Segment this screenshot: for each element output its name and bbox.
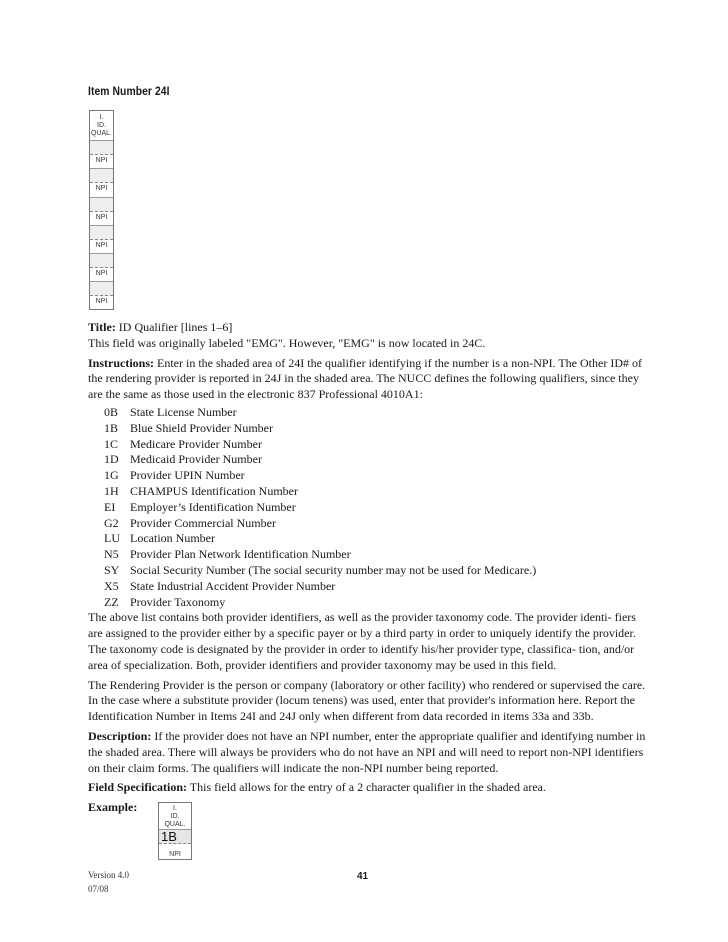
qualifier-item: [88, 500, 648, 516]
qualifier-item: [88, 405, 648, 421]
header-line: QUAL.: [90, 130, 112, 137]
qualifier-code: G2: [104, 515, 119, 530]
npi-label: NPI: [95, 241, 108, 249]
field-24i-diagram: [89, 110, 114, 310]
field-row: [90, 282, 113, 310]
qualifier-desc: Provider UPIN Number: [130, 468, 245, 483]
version-text: Version 4.0: [88, 870, 129, 880]
qualifier-desc: Location Number: [130, 531, 215, 546]
example-row: [88, 800, 648, 859]
rendering-provider-para: The Rendering Provider is the person or company (laboratory or other facility) who rendered or supervised the care. In the case where a substitute provider (locum tenens) was used, enter that provider's information here. Report the Identification Number in Items 24I and 24J only when different from data recorded in items 33a and 33b.: [88, 677, 646, 724]
qualifier-code: 1B: [104, 420, 119, 435]
header-line: I.: [173, 805, 177, 813]
field-spec-text: This field allows for the entry of a 2 character qualifier in the shaded area.: [189, 780, 546, 795]
description-para: [88, 729, 648, 776]
qualifier-list: [88, 405, 648, 610]
field-row: [90, 169, 113, 197]
qualifier-desc: Blue Shield Provider Number: [130, 420, 273, 435]
qualifier-code: 1H: [104, 483, 119, 498]
qualifier-item: [88, 563, 648, 579]
qualifier-code: N5: [104, 547, 119, 562]
header-line: ID.: [170, 813, 180, 821]
qualifier-code: LU: [104, 531, 120, 546]
title-label: Title:: [88, 320, 116, 334]
field-spec-para: [88, 780, 648, 796]
example-header: [159, 803, 191, 829]
qualifier-desc: State Industrial Accident Provider Number: [130, 578, 336, 593]
body-text: [88, 320, 648, 859]
qualifier-desc: Medicaid Provider Number: [130, 452, 262, 467]
title-para: [88, 320, 648, 336]
example-npi-label: NPI: [169, 851, 181, 859]
page-number: 41: [357, 871, 369, 882]
field-row: [90, 226, 113, 254]
qualifier-desc: Social Security Number (The social security number may not be used for Medicare.): [130, 562, 537, 577]
qualifier-code: 0B: [104, 404, 119, 419]
item-heading: Item Number 24I: [88, 84, 170, 98]
qualifier-desc: Provider Plan Network Identification Number: [130, 547, 351, 562]
instructions-label: Instructions:: [88, 355, 155, 370]
qualifier-code: 1G: [104, 468, 119, 483]
header-line: I.: [99, 114, 104, 121]
date-text: 07/08: [88, 884, 109, 894]
qualifier-item: [88, 484, 648, 500]
qualifier-code: 1D: [104, 452, 119, 467]
footer-version: [88, 868, 129, 896]
qualifier-desc: Provider Taxonomy: [130, 594, 226, 609]
description-label: Description:: [88, 728, 152, 743]
qualifier-code: SY: [104, 562, 120, 577]
npi-label: NPI: [95, 157, 108, 164]
qualifier-code: X5: [104, 578, 119, 593]
field-row: [90, 198, 113, 226]
description-text: If the provider does not have an NPI number, enter the appropriate qualifier and identifying number in the shaded area. There will always be providers who do not have an NPI and will need to report non-NPI identifiers on their claim forms. The qualifiers will indicate the non-NPI number being reported.: [88, 728, 646, 775]
qualifier-item: [88, 547, 648, 563]
qualifier-code: EI: [104, 499, 116, 514]
qualifier-desc: State License Number: [130, 404, 237, 419]
title-text: ID Qualifier [lines 1–6]: [118, 320, 233, 334]
instructions-text: Enter in the shaded area of 24I the qualifier identifying if the number is a non-NPI. The Other ID# of the rendering provider is reported in 24J in the shaded area. The NUCC defines the following qualifiers, since they are the same as those used in the electronic 837 Professional 4010A1:: [88, 355, 642, 402]
qualifier-item: [88, 516, 648, 532]
field-spec-label: Field Specification:: [88, 780, 187, 795]
qualifier-item: [88, 421, 648, 437]
example-label: Example:: [88, 800, 138, 815]
npi-label: NPI: [95, 213, 108, 221]
npi-label: NPI: [95, 185, 108, 193]
qualifier-item: [88, 452, 648, 468]
qualifier-desc: Medicare Provider Number: [130, 436, 262, 451]
qualifier-item: [88, 437, 648, 453]
qualifier-code: 1C: [104, 436, 119, 451]
qualifier-desc: Employer’s Identification Number: [130, 499, 296, 514]
field-header: [90, 111, 113, 141]
qualifier-item: [88, 468, 648, 484]
qualifier-code: ZZ: [104, 594, 119, 609]
qualifier-item: [88, 595, 648, 611]
field-row: [90, 141, 113, 169]
npi-label: NPI: [95, 298, 108, 306]
title-note: This field was originally labeled "EMG". However, "EMG" is now located in 24C.: [88, 335, 486, 350]
qualifier-item: [88, 531, 648, 547]
instructions-para: [88, 356, 648, 403]
above-list-para: The above list contains both provider identifiers, as well as the provider taxonomy code. The provider identi- fiers are assigned to the provider either by a specific payer or by a third party in order to uniquely identify the provider. The taxonomy code is designated by the provider in order to identify his/her provider type, classifica- tion, and/or area of specialization. Both, provider identifiers and provider taxonomy may be used in this field.: [88, 610, 636, 672]
header-line: ID.: [97, 122, 106, 129]
example-value: 1B: [159, 829, 191, 844]
npi-label: NPI: [95, 270, 108, 278]
field-row: [90, 254, 113, 282]
header-line: QUAL.: [164, 821, 186, 829]
qualifier-desc: CHAMPUS Identification Number: [130, 483, 298, 498]
example-field-diagram: [158, 802, 192, 860]
qualifier-item: [88, 579, 648, 595]
qualifier-desc: Provider Commercial Number: [130, 515, 276, 530]
